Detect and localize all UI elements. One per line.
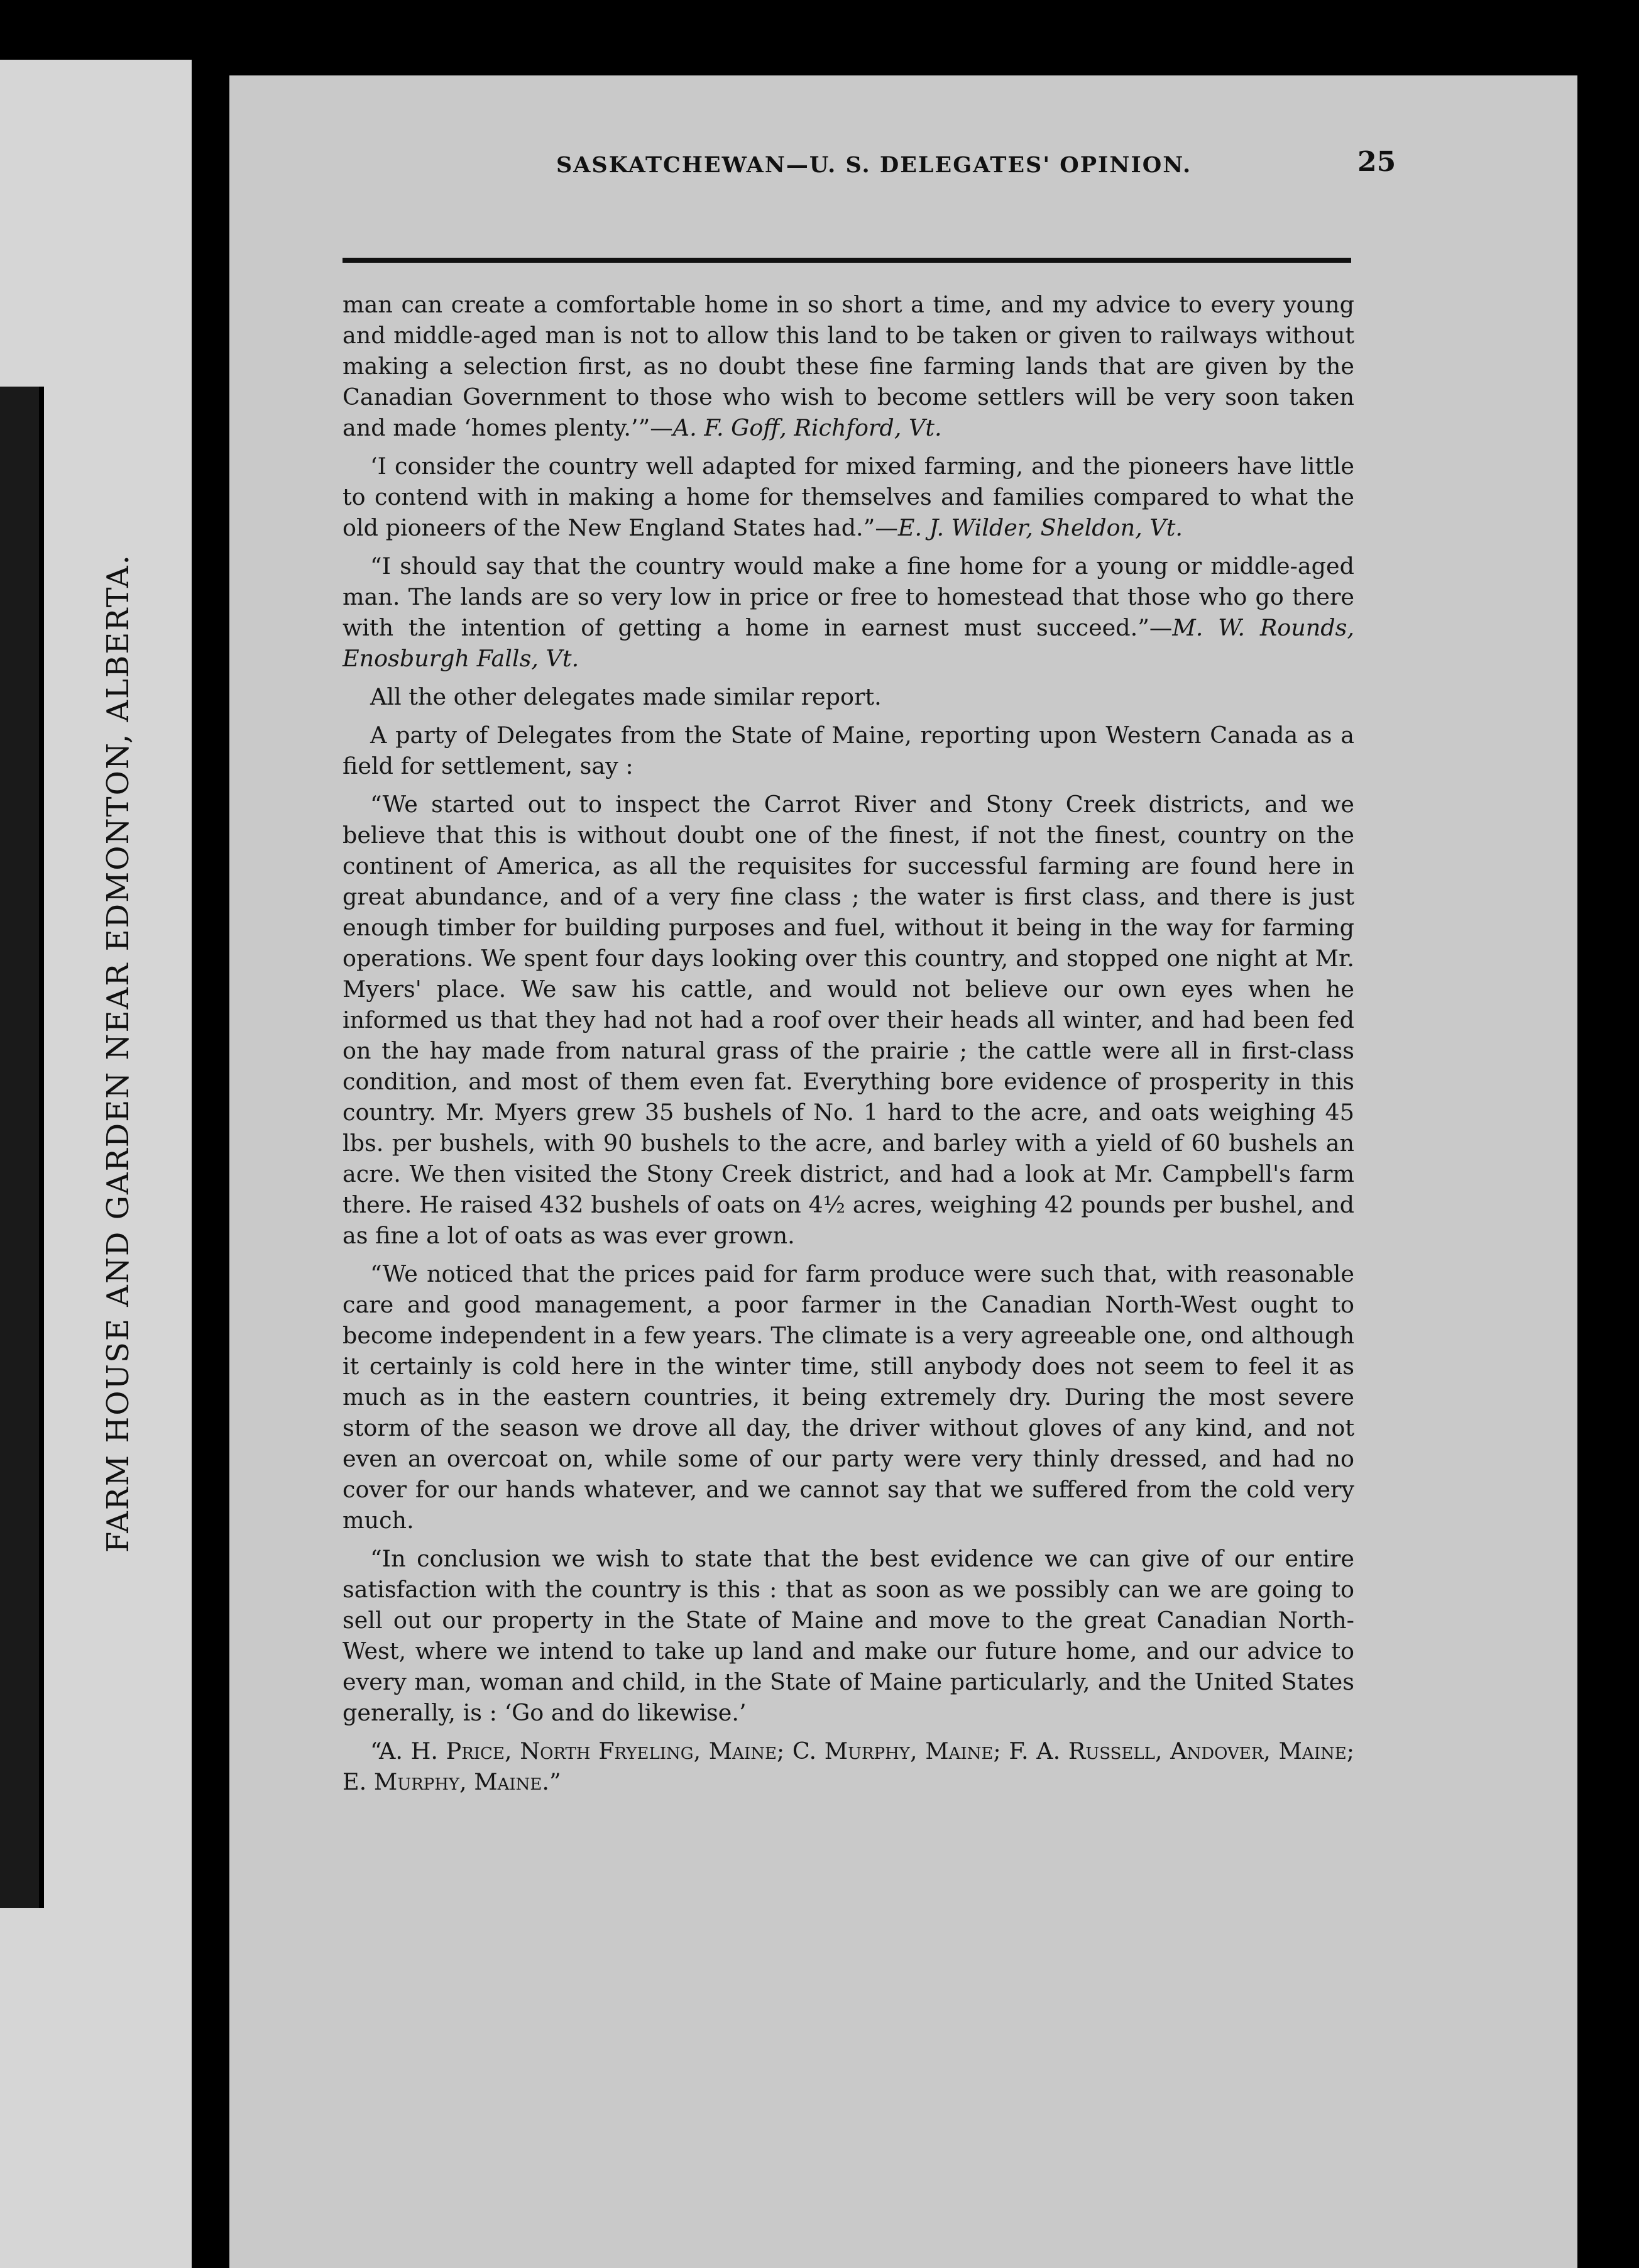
book-page [229, 75, 1577, 2268]
signatories: “A. H. Price, North Fryeling, Maine; C. Murphy, Maine; F. A. Russell, Andover, Maine; E. Murphy, Maine.” [343, 1737, 1354, 1795]
paragraph: “I should say that the country would make a fine home for a young or middle-aged man. The lands are so very low in price or free to homestead that those who go there with the intention of getting a home in earnest must succeed.”—M. W. Rounds, Enosburgh Falls, Vt. [343, 553, 1354, 672]
paragraph: All the other delegates made similar report. [370, 683, 882, 710]
paragraph: ‘I consider the country well adapted for mixed farming, and the pioneers have little to contend with in making a home for themselves and families compared to what the old pioneers of the New England States had.”—E. J. Wilder, Sheldon, Vt. [343, 453, 1354, 541]
attribution: E. J. Wilder, Sheldon, Vt. [897, 514, 1183, 541]
book-gutter [192, 0, 229, 2268]
body-text [343, 289, 1354, 1805]
plate-caption: FARM HOUSE AND GARDEN NEAR EDMONTON, ALBERTA. [101, 554, 136, 1553]
illustration-edge [0, 387, 44, 1908]
attribution: M. W. Rounds, Enosburgh Falls, Vt. [343, 614, 1354, 672]
paragraph: “We started out to inspect the Carrot River and Stony Creek districts, and we believe that this is without doubt one of the finest, if not the finest, country on the continent of America, as all the requisites for successful farming are found here in great abundance, and of a very fine class ; the water is first class, and there is just enough timber for building purposes and fuel, without it being in the way for farming operations. We spent four days looking over this country, and stopped one night at Mr. Myers' place. We saw his cattle, and would not believe our own eyes when he informed us that they had not had a roof over their heads all winter, and had been fed on the hay made from natural grass of the prairie ; the cattle were all in first-class condition, and most of them even fat. Everything bore evidence of prosperity in this country. Mr. Myers grew 35 bushels of No. 1 hard to the acre, and oats weighing 45 lbs. per bushels, with 90 bushels to the acre, and barley with a yield of 60 bushels an acre. We then visited the Stony Creek district, and had a look at Mr. Campbell's farm there. He raised 432 bushels of oats on 4½ acres, weighing 42 pounds per bushel, and as fine a lot of oats as was ever grown. [343, 791, 1354, 1249]
paragraph: A party of Delegates from the State of Maine, reporting upon Western Canada as a field for settlement, say : [343, 722, 1354, 779]
paragraph: “In conclusion we wish to state that the best evidence we can give of our entire satisfaction with the country is this : that as soon as we possibly can we are going to sell out our property in the State of Maine and move to the great Canadian North-West, where we intend to take up land and make our future home, and our advice to every man, woman and child, in the State of Maine particularly, and the United States generally, is : ‘Go and do likewise.’ [343, 1545, 1354, 1726]
facing-page [0, 60, 192, 2268]
running-head: SASKATCHEWAN—U. S. DELEGATES' OPINION. [556, 152, 1192, 178]
attribution: A. F. Goff, Richford, Vt. [672, 414, 942, 441]
page-number: 25 [1357, 146, 1396, 178]
header-rule [343, 258, 1351, 263]
paragraph: man can create a comfortable home in so short a time, and my advice to every young and middle-aged man is not to allow this land to be taken or given to railways without making a selection first, as no doubt these fine farming lands that are given by the Canadian Government to those who wish to become settlers will be very soon taken and made ‘homes plenty.’”—A. F. Goff, Richford, Vt. [343, 291, 1354, 441]
paragraph: “We noticed that the prices paid for farm produce were such that, with reasonable care and good management, a poor farmer in the Canadian North-West ought to become independent in a few years. The climate is a very agreeable one, ond although it certainly is cold here in the winter time, still anybody does not seem to feel it as much as in the eastern countries, it being extremely dry. During the most severe storm of the season we drove all day, the driver without gloves of any kind, and not even an overcoat on, while some of our party were very thinly dressed, and had no cover for our hands whatever, and we cannot say that we suffered from the cold very much. [343, 1260, 1354, 1534]
